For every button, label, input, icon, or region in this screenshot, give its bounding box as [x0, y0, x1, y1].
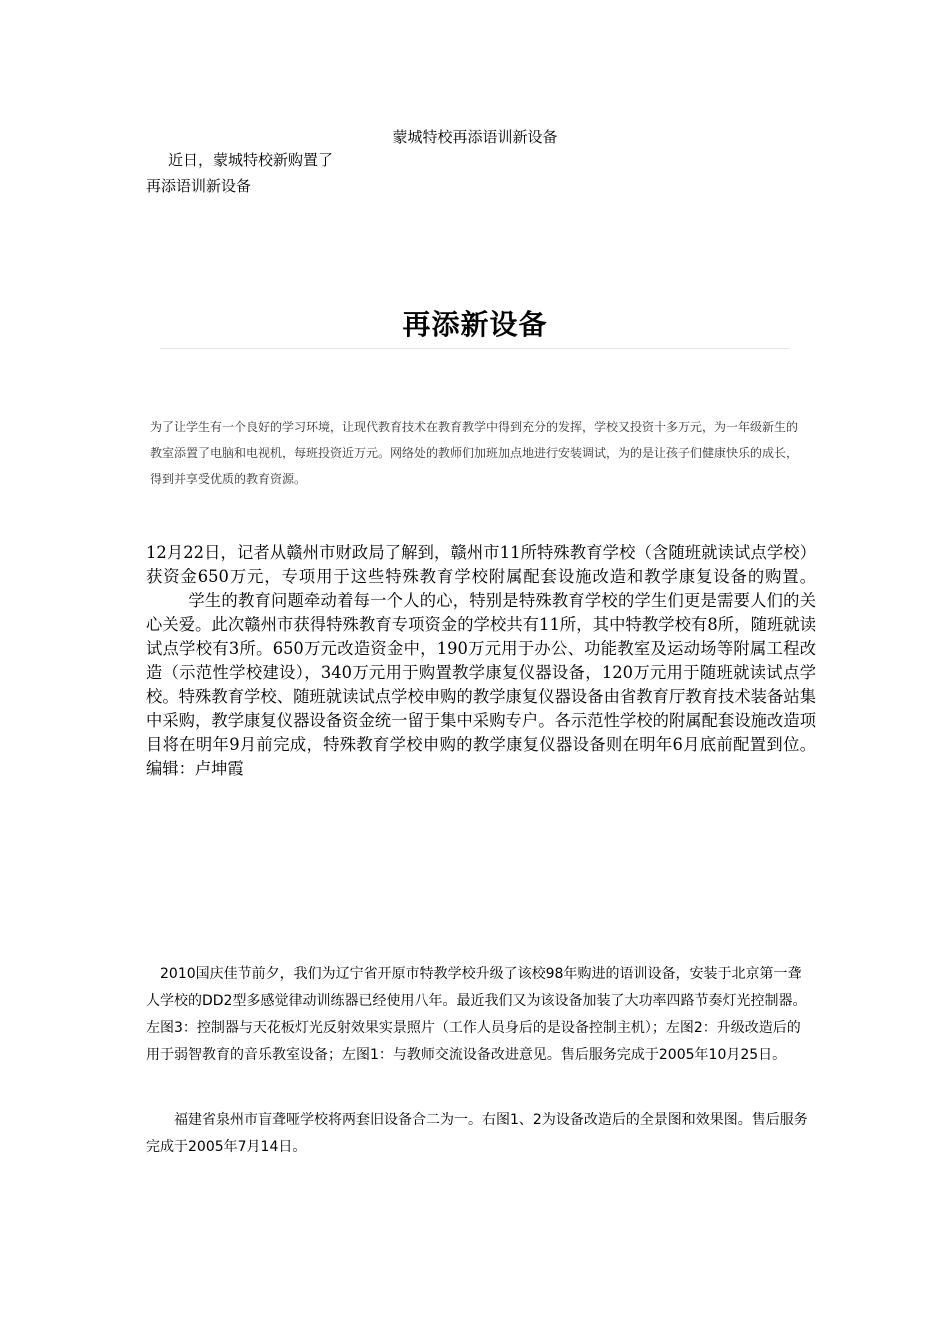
service-text-fujian: 福建省泉州市盲聋哑学校将两套旧设备合二为一。右图1、2为设备改造后的全景图和效果图。售后服务完成于2005年7月14日。: [146, 1112, 808, 1155]
intro-line: 近日，蒙城特校新购置了: [168, 151, 334, 169]
heading-divider: [160, 348, 790, 349]
section-heading: 再添新设备: [402, 308, 548, 341]
article-paragraph: [146, 541, 816, 781]
article-text-part2: 学生的教育问题牵动着每一个人的心，特别是特殊教育学校的学生们更是需要人们的关心关爱。此次赣州市获得特殊教育专项资金的学校共有11所，其中特教学校有8所，随班就读试点学校有3所。650万元改造资金中，190万元用于办公、功能教室及运动场等附属工程改造（示范性学校建设），340万元用于购置教学康复仪器设备，120万元用于随班就读试点学校。特殊教育学校、随班就读试点学校申购的教学康复仪器设备由省教育厅教育技术装备站集中采购，教学康复仪器设备资金统一留于集中采购专户。各示范性学校的附属配套设施改造项目将在明年9月前完成，特殊教育学校申购的教学康复仪器设备则在明年6月底前配置到位。编辑：卢坤霞: [146, 591, 816, 778]
service-paragraph-liaoning: [146, 961, 814, 1069]
service-text-liaoning: 2010国庆佳节前夕，我们为辽宁省开原市特教学校升级了该校98年购进的语训设备，安装于北京第一聋人学校的DD2型多感觉律动训练器已经使用八年。最近我们又为该设备加装了大功率四路节奏灯光控制器。左图3：控制器与天花板灯光反射效果实景照片（工作人员身后的是设备控制主机）；左图2：升级改造后的用于弱智教育的音乐教室设备；左图1：与教师交流设备改进意见。售后服务完成于2005年10月25日。: [146, 966, 807, 1063]
document-title: 蒙城特校再添语训新设备: [392, 128, 558, 146]
summary-paragraph: 为了让学生有一个良好的学习环境，让现代教育技术在教育教学中得到充分的发挥，学校又投资十多万元，为一年级新生的教室添置了电脑和电视机，每班投资近万元。网络处的教师们加班加点地进行安装调试，为的是让孩子们健康快乐的成长，得到并享受优质的教育资源。: [150, 420, 799, 486]
intro-subtitle: 再添语训新设备: [146, 177, 252, 195]
service-paragraph-fujian: [146, 1107, 814, 1161]
article-text-part1: 12月22日，记者从赣州市财政局了解到，赣州市11所特殊教育学校（含随班就读试点学校）获资金650万元，专项用于这些特殊教育学校附属配套设施改造和教学康复设备的购置。: [146, 543, 817, 586]
